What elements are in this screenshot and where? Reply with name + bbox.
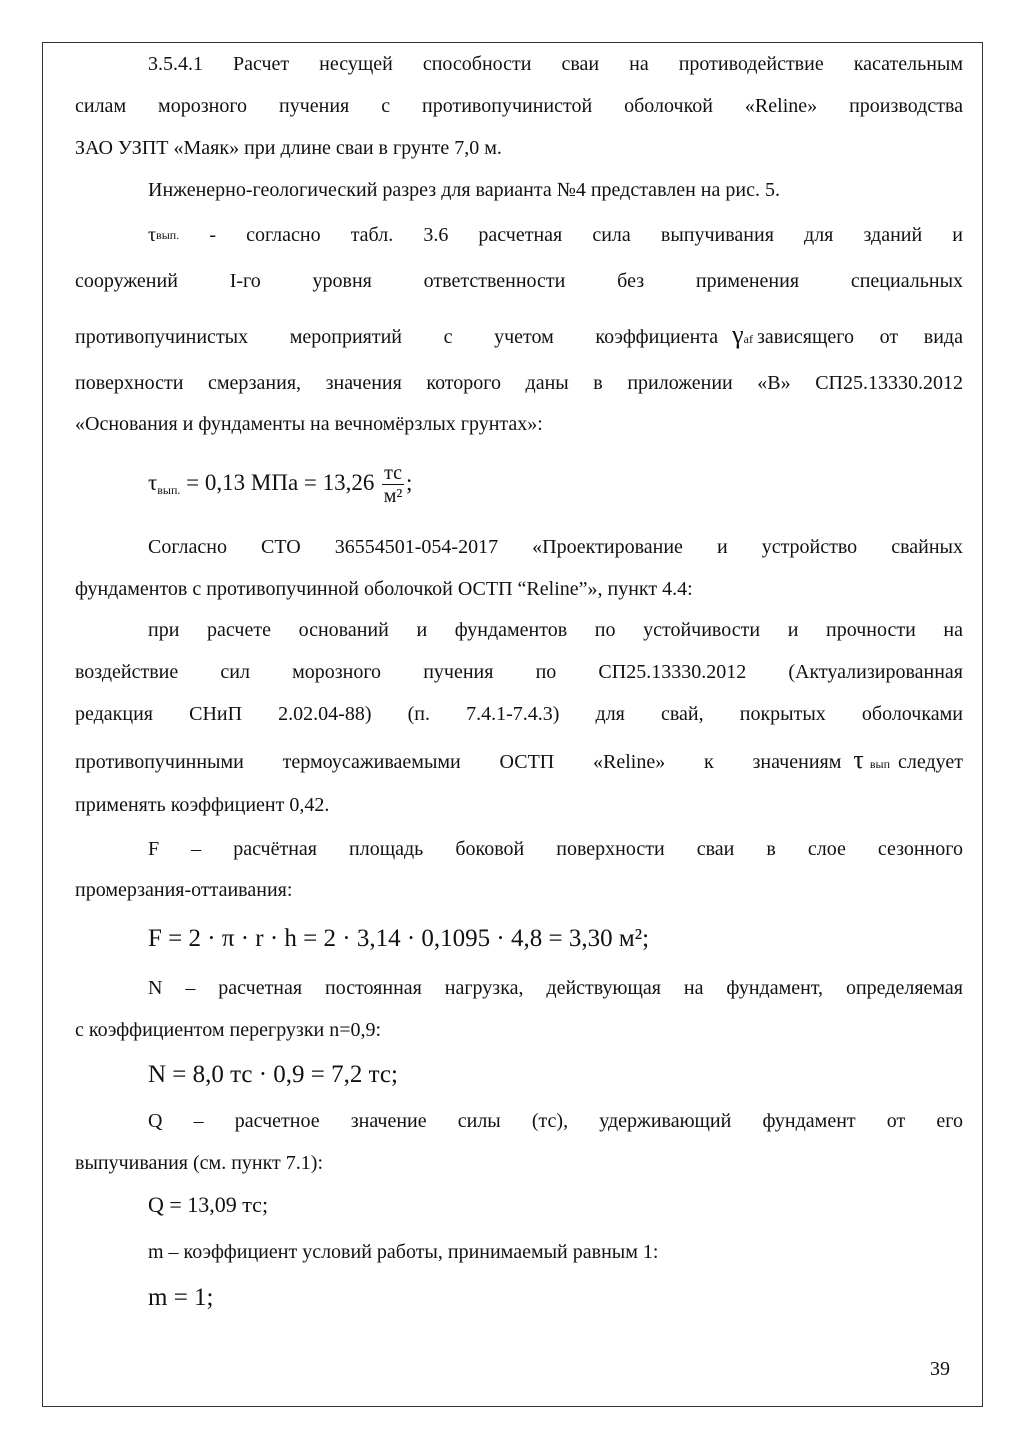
tau-symbol: τ bbox=[853, 745, 864, 774]
formula-area: F = 2 · π · r · h = 2 · 3,14 · 0,1095 · 4,8 = 3,30 м²; bbox=[148, 925, 650, 952]
text-line bbox=[75, 322, 963, 352]
text-segment: противопучинными термоусаживаемыми ОСТП «Reline» к значениям bbox=[75, 751, 842, 773]
denominator: м² bbox=[383, 485, 403, 507]
text-segment: - согласно табл. 3.6 расчетная сила выпучивания для зданий и bbox=[179, 224, 963, 246]
text-line: 3.5.4.1 Расчет несущей способности сваи на противодействие касательным bbox=[148, 53, 963, 75]
gamma-symbol: γ bbox=[732, 320, 744, 349]
text-line: ЗАО УЗПТ «Маяк» при длине сваи в грунте 7,0 м. bbox=[75, 137, 502, 159]
text-line: при расчете оснований и фундаментов по устойчивости и прочности на bbox=[148, 619, 963, 641]
formula-text: = 0,13 МПа = 13,26 bbox=[180, 469, 381, 495]
formula-q: Q = 13,09 тс; bbox=[148, 1192, 269, 1217]
formula-load: N = 8,0 тс · 0,9 = 7,2 тс; bbox=[148, 1061, 398, 1088]
tau-subscript: вып bbox=[869, 757, 890, 771]
text-line: N – расчетная постоянная нагрузка, действующая на фундамент, определяемая bbox=[148, 977, 963, 999]
fraction bbox=[382, 462, 404, 507]
text-line: промерзания-оттаивания: bbox=[75, 879, 293, 901]
page-number: 39 bbox=[930, 1358, 950, 1380]
tau-symbol: τ bbox=[148, 224, 157, 246]
text-segment: зависящего от вида bbox=[757, 326, 963, 348]
text-line: «Основания и фундаменты на вечномёрзлых грунтах»: bbox=[75, 413, 543, 435]
text-line: поверхности смерзания, значения которого даны в приложении «В» СП25.13330.2012 bbox=[75, 372, 963, 394]
formula-m: m = 1; bbox=[148, 1284, 214, 1311]
text-segment: следует bbox=[898, 751, 963, 773]
tau-symbol: τ bbox=[148, 469, 158, 495]
text-line: силам морозного пучения с противопучинистой оболочкой «Reline» производства bbox=[75, 95, 963, 117]
gamma-subscript: af bbox=[743, 332, 753, 346]
tau-subscript: вып. bbox=[156, 228, 180, 242]
text-line: Инженерно-геологический разрез для варианта №4 представлен на рис. 5. bbox=[148, 179, 780, 201]
formula-text: ; bbox=[406, 469, 413, 495]
text-line: Согласно СТО 36554501-054-2017 «Проектирование и устройство свайных bbox=[148, 536, 963, 558]
text-line: Q – расчетное значение силы (тс), удерживающий фундамент от его bbox=[148, 1110, 963, 1132]
text-line: сооружений I-го уровня ответственности без применения специальных bbox=[75, 270, 963, 292]
text-line bbox=[75, 747, 963, 777]
text-line bbox=[148, 222, 963, 248]
text-line: редакция СНиП 2.02.04-88) (п. 7.4.1-7.4.3) для свай, покрытых оболочками bbox=[75, 703, 963, 725]
text-line: m – коэффициент условий работы, принимаемый равным 1: bbox=[148, 1241, 659, 1263]
formula-tau bbox=[148, 462, 963, 507]
text-segment: противопучинистых мероприятий с учетом коэффициента bbox=[75, 326, 719, 348]
text-line: F – расчётная площадь боковой поверхности сваи в слое сезонного bbox=[148, 838, 963, 860]
text-line: фундаментов с противопучинной оболочкой ОСТП “Reline”», пункт 4.4: bbox=[75, 578, 693, 600]
tau-subscript: вып. bbox=[157, 482, 181, 497]
text-line: выпучивания (см. пункт 7.1): bbox=[75, 1152, 324, 1174]
text-line: с коэффициентом перегрузки n=0,9: bbox=[75, 1019, 382, 1041]
text-line: применять коэффициент 0,42. bbox=[75, 794, 330, 816]
text-line: воздействие сил морозного пучения по СП25.13330.2012 (Актуализированная bbox=[75, 661, 963, 683]
numerator: тс bbox=[384, 462, 402, 484]
